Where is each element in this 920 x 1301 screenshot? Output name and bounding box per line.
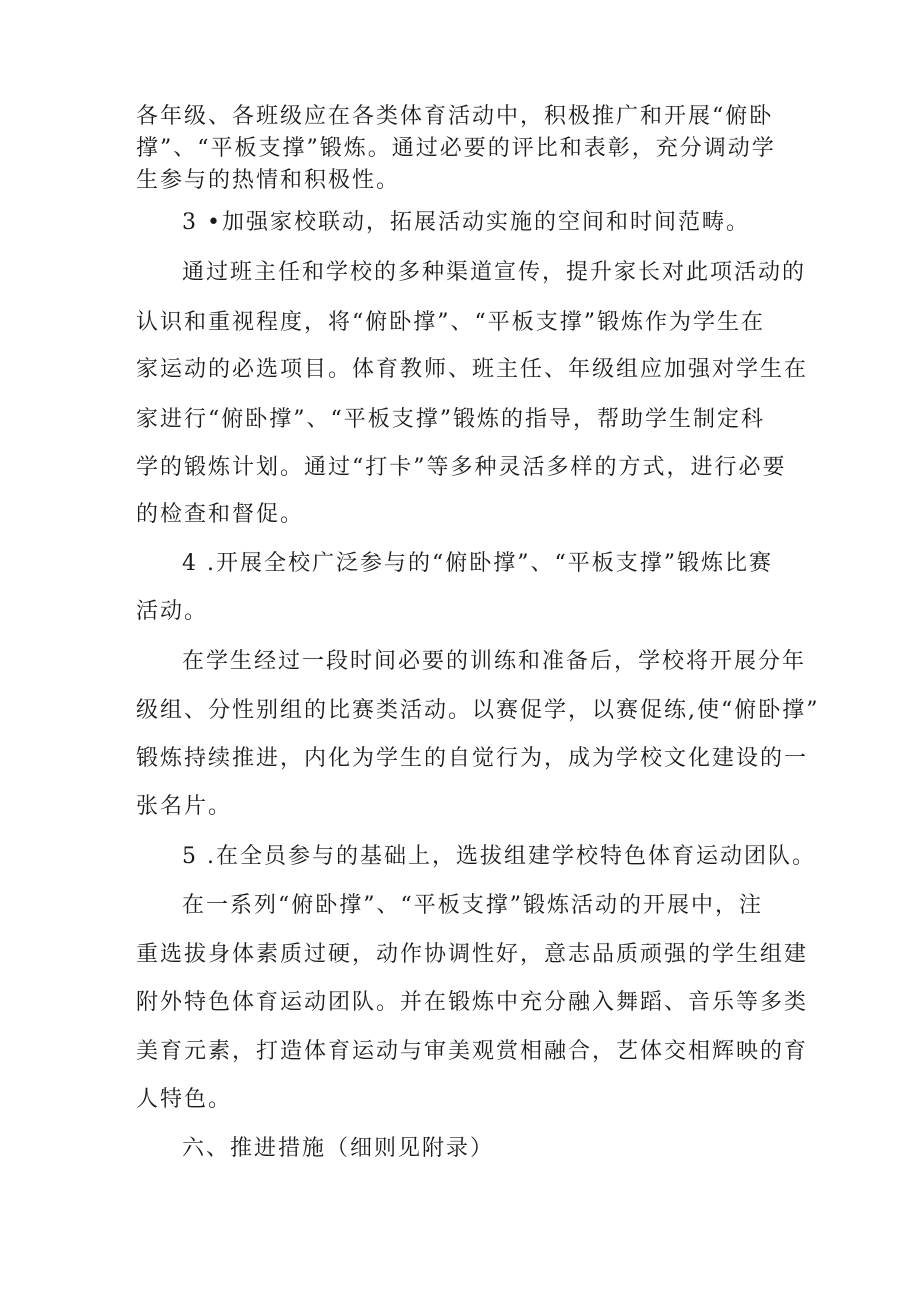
paragraph-line: 通过班主任和学校的多种渠道宣传，提升家长对此项活动的 xyxy=(182,260,807,285)
paragraph-line: 在一系列“俯卧撑”、“平板支撑”锻炼活动的开展中，注 xyxy=(182,893,763,918)
section-heading-3: 3 •加强家校联动，拓展活动实施的空间和时间范畴。 xyxy=(182,210,750,235)
section-heading-5: 5 .在全员参与的基础上，选拔组建学校特色体育运动团队。 xyxy=(182,844,816,869)
paragraph-line: 美育元素，打造体育运动与审美观赏相融合，艺体交相辉映的育 xyxy=(136,1039,809,1064)
paragraph-line: 的检查和督促。 xyxy=(136,502,305,527)
paragraph-line: 锻炼持续推进，内化为学生的自觉行为，成为学校文化建设的一 xyxy=(136,746,809,771)
paragraph-line: 级组、分性别组的比赛类活动。以赛促学，以赛促练,使“俯卧撑” xyxy=(136,698,820,723)
section-heading-6: 六、推进措施（细则见附录） xyxy=(182,1136,495,1161)
paragraph-line: 生参与的热情和积极性。 xyxy=(136,168,401,193)
paragraph-line: 学的锻炼计划。通过“打卡”等多种灵活多样的方式，进行必要 xyxy=(136,455,787,480)
paragraph-line: 撑”、“平板支撑”锻炼。通过必要的评比和表彰，充分调动学 xyxy=(136,136,776,161)
section-heading-4: 4 .开展全校广泛参与的“俯卧撑”、“平板支撑”锻炼比赛 xyxy=(182,551,773,576)
paragraph-line: 附外特色体育运动团队。并在锻炼中充分融入舞蹈、音乐等多类 xyxy=(136,990,809,1015)
paragraph-line: 人特色。 xyxy=(136,1087,233,1112)
paragraph-line: 认识和重视程度，将“俯卧撑”、“平板支撑”锻炼作为学生在 xyxy=(136,310,765,335)
paragraph-line: 各年级、各班级应在各类体育活动中，积极推广和开展“俯卧 xyxy=(136,104,774,129)
paragraph-line: 在学生经过一段时间必要的训练和准备后，学校将开展分年 xyxy=(182,649,807,674)
section-heading-4-cont: 活动。 xyxy=(136,599,209,624)
paragraph-line: 家运动的必选项目。体育教师、班主任、年级组应加强对学生在 xyxy=(136,357,809,382)
paragraph-line: 重选拔身体素质过硬，动作协调性好，意志品质顽强的学生组建 xyxy=(136,942,809,967)
paragraph-line: 张名片。 xyxy=(136,794,233,819)
paragraph-line: 家进行“俯卧撑”、“平板支撑”锻炼的指导，帮助学生制定科 xyxy=(136,407,765,432)
